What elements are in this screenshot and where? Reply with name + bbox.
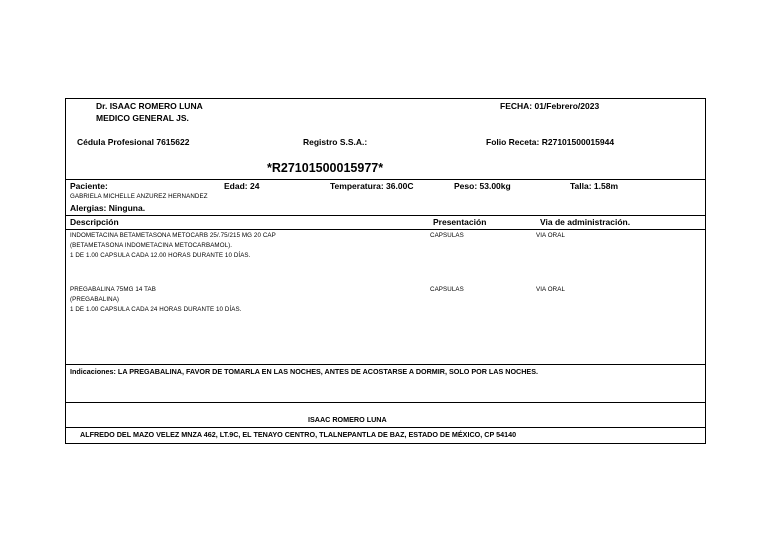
prescription-form [65, 98, 706, 444]
col-header-presentacion: Presentación [433, 217, 487, 227]
barcode-text: *R27101500015977* [267, 161, 384, 175]
med-dosage: 1 DE 1.00 CAPSULA CADA 12.00 HORAS DURANTE 10 DÍAS. [70, 252, 251, 259]
med-route: VIA ORAL [536, 232, 565, 239]
med-generic: (PREGABALINA) [70, 296, 120, 303]
folio-receta: Folio Receta: R27101500015944 [486, 137, 615, 147]
med-generic: (BETAMETASONA INDOMETACINA METOCARBAMOL). [70, 242, 233, 249]
patient-name: GABRIELA MICHELLE ANZUREZ HERNANDEZ [70, 193, 208, 200]
signature-name: ISAAC ROMERO LUNA [308, 415, 387, 424]
divider [66, 364, 705, 365]
patient-age: Edad: 24 [224, 181, 260, 191]
registro-ssa: Registro S.S.A.: [303, 137, 368, 147]
med-name: INDOMETACINA BETAMETASONA METOCARB 25/.75/215 MG 20 CAP [70, 232, 276, 239]
patient-weight: Peso: 53.00kg [454, 181, 511, 191]
patient-temperature: Temperatura: 36.00C [330, 181, 414, 191]
cedula-profesional: Cédula Profesional 7615622 [77, 137, 190, 147]
prescription-date: FECHA: 01/Febrero/2023 [500, 101, 600, 111]
indications: Indicaciones: LA PREGABALINA, FAVOR DE TOMARLA EN LAS NOCHES, ANTES DE ACOSTARSE A DORMIR, SOLO POR LAS NOCHES. [70, 367, 539, 376]
divider [66, 427, 705, 428]
col-header-via: Via de administración. [540, 217, 631, 227]
med-dosage: 1 DE 1.00 CAPSULA CADA 24 HORAS DURANTE 10 DÍAS. [70, 306, 242, 313]
med-route: VIA ORAL [536, 286, 565, 293]
doctor-name: Dr. ISAAC ROMERO LUNA [96, 101, 203, 111]
divider [66, 402, 705, 403]
med-presentation: CAPSULAS [430, 232, 464, 239]
divider [66, 179, 705, 180]
patient-allergies: Alergias: Ninguna. [70, 203, 146, 213]
med-presentation: CAPSULAS [430, 286, 464, 293]
divider [66, 215, 705, 216]
patient-height: Talla: 1.58m [570, 181, 619, 191]
doctor-specialty: MEDICO GENERAL JS. [96, 113, 189, 123]
divider [66, 229, 705, 230]
doctor-address: ALFREDO DEL MAZO VELEZ MNZA 462, LT.9C, EL TENAYO CENTRO, TLALNEPANTLA DE BAZ, ESTADO DE MÉXICO, CP 54140 [80, 430, 517, 439]
paciente-label: Paciente: [70, 181, 108, 191]
col-header-descripcion: Descripción [70, 217, 119, 227]
med-name: PREGABALINA 75MG 14 TAB [70, 286, 156, 293]
